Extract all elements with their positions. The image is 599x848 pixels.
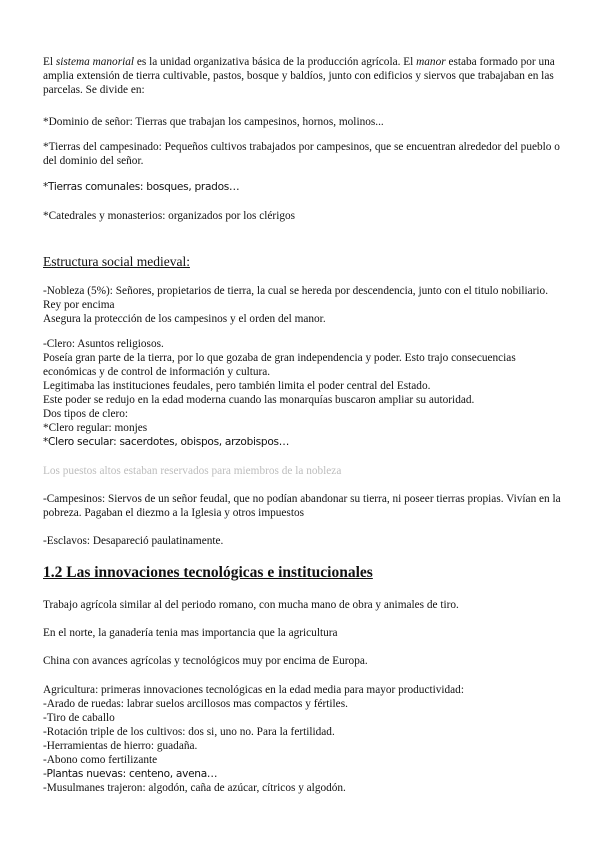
clero-line: Poseía gran parte de la tierra, por lo que gozaba de gran independencia y poder. Esto trajo consecuencias económicas y de control de información y cultura.: [43, 352, 516, 378]
clero-line: Dos tipos de clero:: [43, 408, 129, 420]
agriculture-item: -Rotación triple de los cultivos: dos si, uno no. Para la fertilidad.: [43, 726, 335, 738]
campesinos-section: [43, 492, 563, 520]
innovations-p3: China con avances agrícolas y tecnológicos muy por encima de Europa.: [43, 655, 368, 667]
division-campesinado: [43, 140, 563, 168]
intro-emphasis-manor: manor: [416, 56, 446, 68]
intro-text: estaba formado por una amplia extensión de tierra cultivable, pastos, bosque y baldíos, junto con edificios y siervos que trabajaban en las parcelas. Se divide en:: [43, 56, 555, 96]
nobleza-note: Los puestos altos estaban reservados para miembros de la nobleza: [43, 465, 342, 477]
division-text: *Dominio de señor: Tierras que trabajan los campesinos, hornos, molinos...: [43, 116, 384, 128]
clero-line: Este poder se redujo en la edad moderna cuando las monarquías buscaron ampliar su autoridad.: [43, 394, 475, 406]
intro-text: es la unidad organizativa básica de la producción agrícola. El: [134, 56, 417, 68]
clero-line: -Clero: Asuntos religiosos.: [43, 338, 164, 350]
intro-emphasis-sistema: sistema manorial: [55, 56, 135, 68]
agriculture-list: [43, 683, 563, 795]
agriculture-item: -Musulmanes trajeron: algodón, caña de azúcar, cítricos y algodón.: [43, 782, 346, 794]
intro-paragraph: [43, 55, 563, 97]
agriculture-item: -Plantas nuevas: centeno, avena…: [43, 768, 218, 780]
innovations-heading: 1.2 Las innovaciones tecnológicas e institucionales: [43, 564, 373, 581]
campesinos-text: -Campesinos: Siervos de un señor feudal, que no podían abandonar su tierra, ni poseer tierras propias. Vivían en la pobreza. Pagaban el diezmo a la Iglesia y otros impuestos: [43, 493, 561, 519]
agriculture-item: -Abono como fertilizante: [43, 754, 158, 766]
clero-secular-line: *Clero secular: sacerdotes, obispos, arzobispos…: [43, 436, 290, 448]
agriculture-item: -Arado de ruedas: labrar suelos arcillosos mas compactos y fértiles.: [43, 698, 348, 710]
division-comunales: [43, 180, 563, 194]
esclavos-text: -Esclavos: Desapareció paulatinamente.: [43, 535, 224, 547]
clero-section: [43, 337, 563, 449]
division-catedrales: [43, 209, 563, 223]
esclavos-section: [43, 534, 563, 548]
clero-line: Legitimaba las instituciones feudales, pero también limita el poder central del Estado.: [43, 380, 431, 392]
agriculture-intro: Agricultura: primeras innovaciones tecnológicas en la edad media para mayor productividad:: [43, 684, 464, 696]
social-heading: Estructura social medieval:: [43, 254, 190, 269]
innovations-p2: En el norte, la ganadería tenia mas importancia que la agricultura: [43, 627, 338, 639]
intro-text: El: [43, 56, 56, 68]
division-dominio: [43, 115, 563, 129]
division-text: *Tierras comunales: bosques, prados…: [43, 181, 240, 193]
clero-line: *Clero regular: monjes: [43, 422, 148, 434]
nobleza-line: Asegura la protección de los campesinos y el orden del manor.: [43, 313, 326, 325]
innovations-p1: Trabajo agrícola similar al del periodo romano, con mucha mano de obra y animales de tiro.: [43, 599, 459, 611]
division-text: *Catedrales y monasterios: organizados por los clérigos: [43, 210, 296, 222]
agriculture-item: -Tiro de caballo: [43, 712, 115, 724]
nobleza-line: -Nobleza (5%): Señores, propietarios de tierra, la cual se hereda por descendencia, junto con el titulo nobiliario. Rey por encima: [43, 285, 549, 311]
agriculture-item: -Herramientas de hierro: guadaña.: [43, 740, 198, 752]
division-text: *Tierras del campesinado: Pequeños cultivos trabajados por campesinos, que se encuentran alrededor del pueblo o del dominio del señor.: [43, 141, 560, 167]
nobleza-section: [43, 284, 563, 326]
